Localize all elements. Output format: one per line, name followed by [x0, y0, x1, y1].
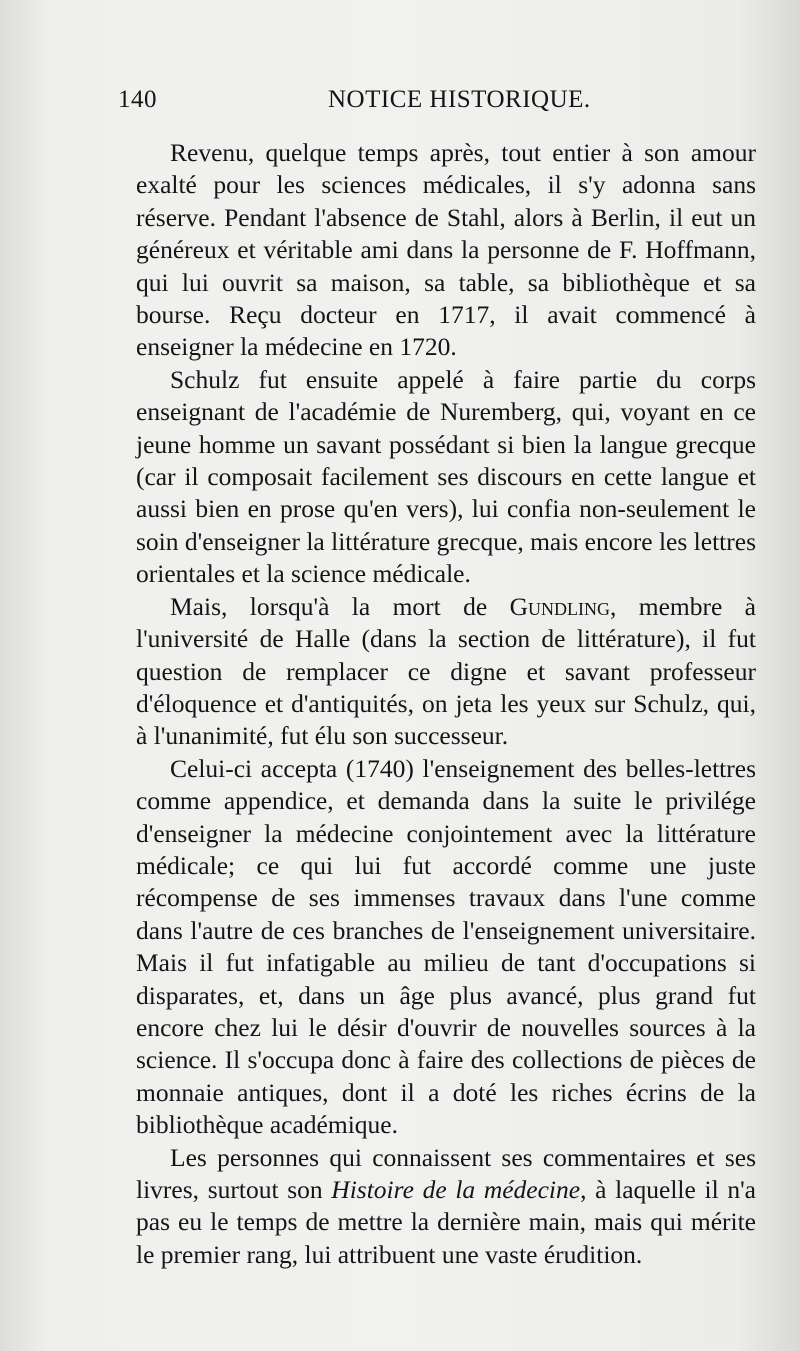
body-text [136, 137, 756, 1271]
book-title: Histoire de la médecine [331, 1175, 581, 1204]
paragraph-3 [136, 591, 756, 753]
paragraph-5 [136, 1142, 756, 1272]
running-head: NOTICE HISTORIQUE. [328, 86, 591, 113]
page-header [118, 86, 758, 126]
paragraph-5-before: Les personnes qui connaissent ses commentaires et ses livres, surtout son [136, 1142, 756, 1204]
paragraph-5-after: , à laquelle il n'a pas eu le temps de mettre la dernière main, mais qui mérite le premier rang, lui attribuent une vaste érudition. [136, 1175, 756, 1269]
page-number: 140 [118, 86, 157, 113]
paragraph-4: Celui-ci accepta (1740) l'enseignement des belles-lettres comme appendice, et demanda dans la suite le privilége d'enseigner la médecine conjointement avec la littérature médicale; ce qui lui fut accordé comme une juste récompense de ses immenses travaux dans l'une comme dans l'autre de ces branches de l'enseignement universitaire. Mais il fut infatigable au milieu de tant d'occupations si disparates, et, dans un âge plus avancé, plus grand fut encore chez lui le désir d'ouvrir de nouvelles sources à la science. Il s'occupa donc à faire des collections de pièces de monnaie antiques, dont il a doté les riches écrins de la bibliothèque académique. [136, 753, 756, 1140]
paragraph-1: Revenu, quelque temps après, tout entier à son amour exalté pour les sciences médicales, il s'y adonna sans réserve. Pendant l'absence de Stahl, alors à Berlin, il eut un généreux et véritable ami dans la personne de F. Hoffmann, qui lui ouvrit sa maison, sa table, sa bibliothèque et sa bourse. Reçu docteur en 1717, il avait commencé à enseigner la médecine en 1720. [136, 138, 756, 362]
person-name-gundling: Gundling [509, 591, 610, 621]
paragraph-2: Schulz fut ensuite appelé à faire partie du corps enseignant de l'académie de Nuremberg, qui, voyant en ce jeune homme un savant possédant si bien la langue grecque (car il composait facilement ses discours en cette langue et aussi bien en prose qu'en vers), lui confia non-seulement le soin d'enseigner la littérature grecque, mais encore les lettres orientales et la science médicale. [136, 364, 756, 589]
paragraph-3-before: Mais, lorsqu'à la mort de [170, 591, 510, 621]
paragraph-3-after: , membre à l'université de Halle (dans la section de littérature), il fut question de remplacer ce digne et savant professeur d'éloquence et d'antiquités, on jeta les yeux sur Schulz, qui, à l'unanimité, fut élu son successeur. [136, 591, 756, 751]
